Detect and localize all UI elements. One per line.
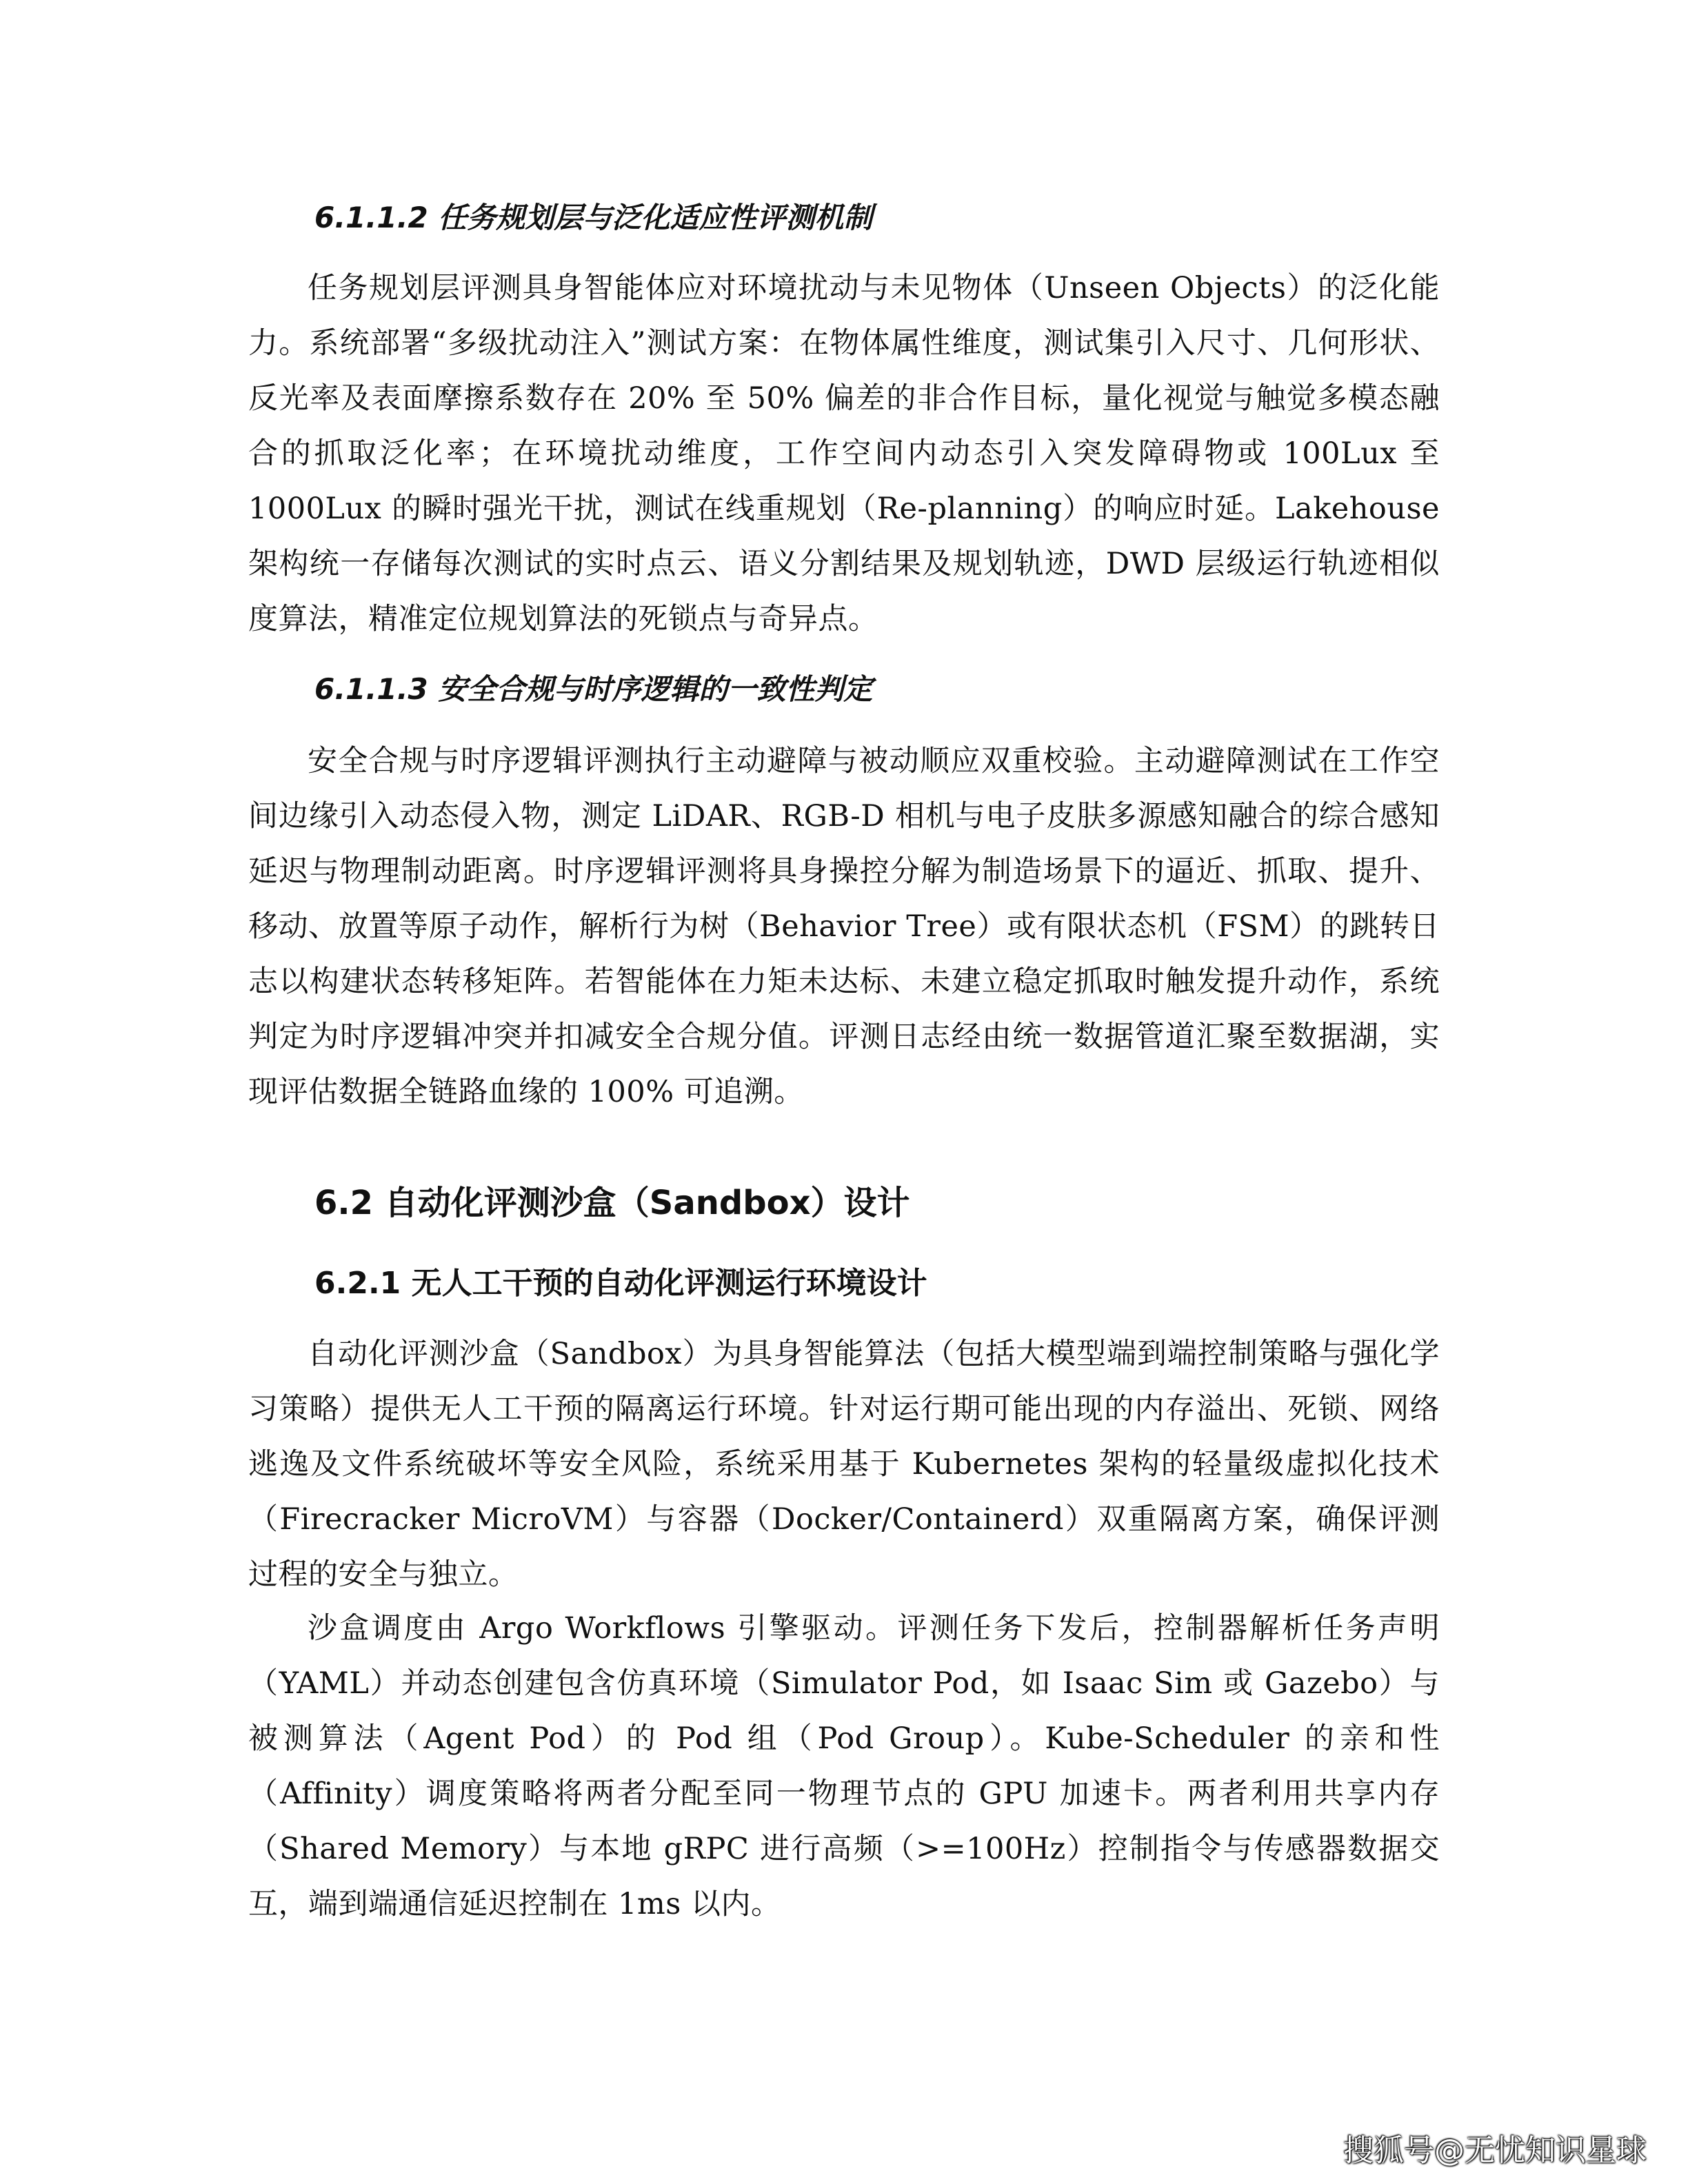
paragraph-task-planning: 任务规划层评测具身智能体应对环境扰动与未见物体（Unseen Objects）的泛化能力。系统部署“多级扰动注入”测试方案：在物体属性维度，测试集引入尺寸、几何形状、反光率及表面摩擦系数存在 20% 至 50% 偏差的非合作目标，量化视觉与触觉多模态融合的抓取泛化率；在环境扰动维度，工作空间内动态引入突发障碍物或 100Lux 至 1000Lux 的瞬时强光干扰，测试在线重规划（Re-planning）的响应时延。Lakehouse 架构统一存储每次测试的实时点云、语义分割结果及规划轨迹，DWD 层级运行轨迹相似度算法，精准定位规划算法的死锁点与奇异点。	[248, 271, 1440, 636]
paragraph-sandbox-scheduling: 沙盒调度由 Argo Workflows 引擎驱动。评测任务下发后，控制器解析任务声明（YAML）并动态创建包含仿真环境（Simulator Pod，如 Isaac Sim 或 Gazebo）与被测算法（Agent Pod）的 Pod 组（Pod Group）。Kube-Scheduler 的亲和性（Affinity）调度策略将两者分配至同一物理节点的 GPU 加速卡。两者利用共享内存（Shared Memory）与本地 gRPC 进行高频（>=100Hz）控制指令与传感器数据交互，端到端通信延迟控制在 1ms 以内。	[248, 1611, 1440, 1921]
heading-6-2-1: 6.2.1 无人工干预的自动化评测运行环境设计	[314, 1266, 927, 1301]
heading-6-2: 6.2 自动化评测沙盒（Sandbox）设计	[314, 1184, 910, 1222]
heading-6-1-1-2: 6.1.1.2 任务规划层与泛化适应性评测机制	[314, 201, 873, 234]
watermark: 搜狐号@无忧知识星球	[1343, 2133, 1647, 2168]
heading-6-1-1-3: 6.1.1.3 安全合规与时序逻辑的一致性判定	[314, 672, 873, 706]
paragraph-safety-compliance: 安全合规与时序逻辑评测执行主动避障与被动顺应双重校验。主动避障测试在工作空间边缘引入动态侵入物，测定 LiDAR、RGB-D 相机与电子皮肤多源感知融合的综合感知延迟与物理制动距离。时序逻辑评测将具身操控分解为制造场景下的逼近、抓取、提升、移动、放置等原子动作，解析行为树（Behavior Tree）或有限状态机（FSM）的跳转日志以构建状态转移矩阵。若智能体在力矩未达标、未建立稳定抓取时触发提升动作，系统判定为时序逻辑冲突并扣减安全合规分值。评测日志经由统一数据管道汇聚至数据湖，实现评估数据全链路血缘的 100% 可追溯。	[248, 744, 1440, 1109]
paragraph-sandbox-environment: 自动化评测沙盒（Sandbox）为具身智能算法（包括大模型端到端控制策略与强化学习策略）提供无人工干预的隔离运行环境。针对运行期可能出现的内存溢出、死锁、网络逃逸及文件系统破坏等安全风险，系统采用基于 Kubernetes 架构的轻量级虚拟化技术（Firecracker MicroVM）与容器（Docker/Containerd）双重隔离方案，确保评测过程的安全与独立。	[248, 1337, 1440, 1592]
